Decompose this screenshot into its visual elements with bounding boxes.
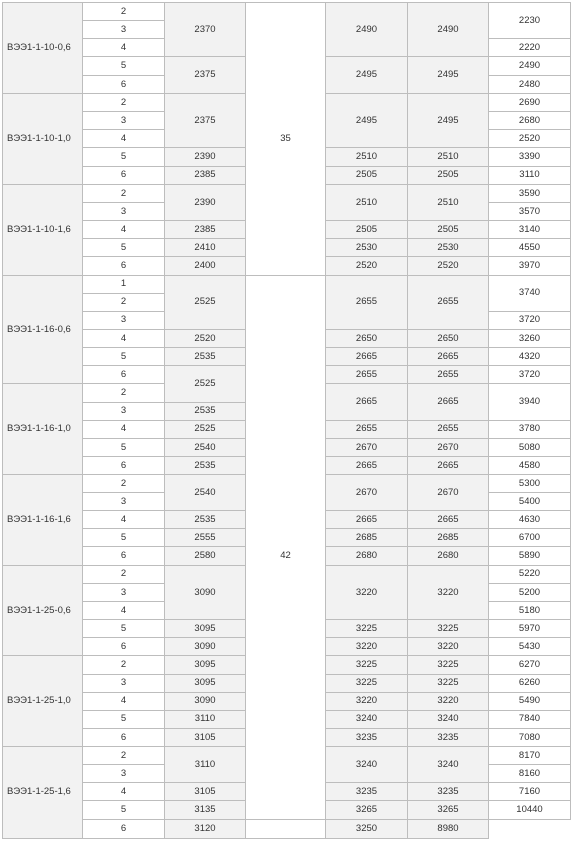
price-cell: 3720 — [489, 365, 571, 383]
stage-cell: 5 — [83, 148, 165, 166]
mass3-cell: 3225 — [408, 620, 489, 638]
price-cell: 2220 — [489, 39, 571, 57]
mass-cell: 2385 — [165, 166, 246, 184]
stage-cell: 3 — [83, 311, 165, 329]
price-cell: 3940 — [489, 384, 571, 420]
price-cell: 2230 — [489, 3, 571, 39]
stage-cell: 2 — [83, 384, 165, 402]
stage-cell: 3 — [83, 21, 165, 39]
stage-cell: 5 — [83, 438, 165, 456]
mass-cell: 2535 — [165, 402, 246, 420]
stage-cell: 6 — [83, 456, 165, 474]
stage-cell: 4 — [83, 329, 165, 347]
mass2-cell: 3225 — [326, 674, 408, 692]
stage-cell: 5 — [83, 347, 165, 365]
mass-cell: 2400 — [165, 257, 246, 275]
stage-cell: 5 — [83, 57, 165, 75]
mass-cell: 3110 — [165, 710, 246, 728]
mass3-cell: 2655 — [408, 420, 489, 438]
mass2-cell: 2665 — [326, 511, 408, 529]
price-cell: 6270 — [489, 656, 571, 674]
group-value: 35 — [280, 132, 291, 144]
group-cell — [246, 3, 326, 276]
mass2-cell: 2670 — [326, 474, 408, 510]
price-cell: 3390 — [489, 148, 571, 166]
stage-cell: 6 — [83, 638, 165, 656]
price-cell: 3740 — [489, 275, 571, 311]
mass2-cell: 2665 — [326, 456, 408, 474]
mass-cell: 2525 — [165, 365, 246, 402]
price-cell: 2520 — [489, 130, 571, 148]
mass3-cell: 2680 — [408, 547, 489, 565]
model-cell: ВЭЭ1-1-16-1,6 — [3, 474, 83, 565]
mass-cell: 3095 — [165, 674, 246, 692]
mass-cell: 3090 — [165, 692, 246, 710]
mass-cell: 3095 — [165, 620, 246, 638]
price-cell: 8170 — [489, 746, 571, 764]
stage-cell: 6 — [83, 728, 165, 746]
price-cell: 5080 — [489, 438, 571, 456]
stage-cell: 2 — [83, 656, 165, 674]
stage-cell: 4 — [83, 420, 165, 438]
price-cell: 5490 — [489, 692, 571, 710]
mass-cell: 2535 — [165, 456, 246, 474]
mass2-cell: 2670 — [326, 438, 408, 456]
mass3-cell: 2650 — [408, 329, 489, 347]
price-cell: 4580 — [489, 456, 571, 474]
mass-cell: 2410 — [165, 239, 246, 257]
stage-cell: 6 — [83, 257, 165, 275]
stage-cell: 4 — [83, 692, 165, 710]
stage-cell: 3 — [83, 493, 165, 511]
mass2-cell: 2655 — [326, 275, 408, 329]
mass3-cell: 2670 — [408, 438, 489, 456]
stage-cell: 6 — [83, 547, 165, 565]
mass-cell: 3095 — [165, 656, 246, 674]
price-cell: 5180 — [489, 601, 571, 619]
stage-cell: 3 — [83, 583, 165, 601]
mass-cell: 2375 — [165, 57, 246, 94]
mass3-cell: 2505 — [408, 221, 489, 239]
price-cell: 3570 — [489, 203, 571, 221]
mass-cell: 2390 — [165, 148, 246, 166]
mass3-cell: 2655 — [408, 365, 489, 383]
mass3-cell: 3225 — [408, 656, 489, 674]
price-cell: 2690 — [489, 93, 571, 111]
mass3-cell: 2530 — [408, 239, 489, 257]
mass-cell: 3110 — [165, 746, 246, 782]
mass2-cell: 2655 — [326, 365, 408, 383]
specification-table — [2, 2, 571, 839]
price-cell: 3110 — [489, 166, 571, 184]
stage-cell: 3 — [83, 203, 165, 221]
price-cell: 7080 — [489, 728, 571, 746]
mass3-cell: 2505 — [408, 166, 489, 184]
stage-cell: 3 — [83, 674, 165, 692]
mass2-cell: 2665 — [326, 384, 408, 420]
stage-cell: 5 — [83, 529, 165, 547]
stage-cell: 2 — [83, 474, 165, 492]
mass-cell: 2375 — [165, 93, 246, 148]
stage-cell: 5 — [83, 801, 165, 819]
price-cell: 5220 — [489, 565, 571, 583]
price-cell: 10440 — [489, 801, 571, 819]
group-value: 42 — [280, 550, 291, 561]
mass2-cell: 3240 — [326, 710, 408, 728]
mass-cell: 2525 — [165, 420, 246, 438]
table-body — [3, 3, 571, 839]
mass2-cell: 2665 — [326, 347, 408, 365]
mass2-cell: 2520 — [326, 257, 408, 275]
stage-cell: 4 — [83, 783, 165, 801]
table-row — [3, 3, 571, 21]
mass2-cell: 2505 — [326, 221, 408, 239]
mass-cell: 2535 — [165, 511, 246, 529]
price-cell: 8160 — [489, 765, 571, 783]
mass2-cell: 2505 — [326, 166, 408, 184]
price-cell: 2680 — [489, 112, 571, 130]
mass-cell: 3120 — [165, 819, 246, 838]
mass-cell: 2580 — [165, 547, 246, 565]
mass3-cell: 2665 — [408, 511, 489, 529]
mass3-cell: 2665 — [408, 347, 489, 365]
mass2-cell: 3240 — [326, 746, 408, 782]
price-cell: 5400 — [489, 493, 571, 511]
mass2-cell: 2495 — [326, 93, 408, 148]
mass3-cell: 2495 — [408, 93, 489, 148]
mass-cell: 3135 — [165, 801, 246, 819]
price-cell: 6260 — [489, 674, 571, 692]
stage-cell: 6 — [83, 166, 165, 184]
mass3-cell: 2655 — [408, 275, 489, 329]
mass3-cell: 3240 — [408, 746, 489, 782]
mass2-cell: 2685 — [326, 529, 408, 547]
mass-cell: 2525 — [165, 275, 246, 329]
model-cell: ВЭЭ1-1-10-1,0 — [3, 93, 83, 184]
mass-cell: 2370 — [165, 3, 246, 57]
group-cell — [246, 275, 326, 819]
mass-cell: 3090 — [165, 638, 246, 656]
price-cell: 4550 — [489, 239, 571, 257]
mass3-cell: 3240 — [408, 710, 489, 728]
mass3-cell: 3235 — [408, 783, 489, 801]
price-cell: 5200 — [489, 583, 571, 601]
mass2-cell: 3235 — [326, 783, 408, 801]
mass-cell: 2535 — [165, 347, 246, 365]
price-cell: 6700 — [489, 529, 571, 547]
model-cell: ВЭЭ1-1-25-0,6 — [3, 565, 83, 656]
price-cell: 5890 — [489, 547, 571, 565]
stage-cell: 6 — [83, 819, 165, 838]
stage-cell: 2 — [83, 746, 165, 764]
price-cell: 3590 — [489, 184, 571, 202]
stage-cell: 3 — [83, 402, 165, 420]
stage-cell: 2 — [83, 3, 165, 21]
price-cell: 3970 — [489, 257, 571, 275]
stage-cell: 2 — [83, 293, 165, 311]
mass-cell: 3105 — [165, 728, 246, 746]
model-cell: ВЭЭ1-1-10-0,6 — [3, 3, 83, 94]
mass2-cell: 3220 — [326, 638, 408, 656]
price-cell: 4630 — [489, 511, 571, 529]
stage-cell: 2 — [83, 184, 165, 202]
price-cell: 7840 — [489, 710, 571, 728]
price-cell: 3260 — [489, 329, 571, 347]
mass3-cell: 2510 — [408, 148, 489, 166]
mass2-cell: 2530 — [326, 239, 408, 257]
mass-cell: 2555 — [165, 529, 246, 547]
mass3-cell: 3220 — [408, 565, 489, 619]
stage-cell: 5 — [83, 239, 165, 257]
mass-cell: 2540 — [165, 438, 246, 456]
price-cell: 3780 — [489, 420, 571, 438]
mass2-cell: 2490 — [326, 3, 408, 57]
price-cell: 2480 — [489, 75, 571, 93]
mass-cell: 3105 — [165, 783, 246, 801]
mass2-cell: 3220 — [326, 565, 408, 619]
mass3-cell: 2510 — [408, 184, 489, 221]
stage-cell: 2 — [83, 93, 165, 111]
mass3-cell: 2670 — [408, 474, 489, 510]
mass3-cell: 2685 — [408, 529, 489, 547]
mass3-cell: 3225 — [408, 674, 489, 692]
stage-cell: 3 — [83, 765, 165, 783]
price-cell: 5300 — [489, 474, 571, 492]
mass3-cell: 3220 — [408, 692, 489, 710]
mass2-cell: 3235 — [326, 728, 408, 746]
mass2-cell: 2680 — [326, 547, 408, 565]
mass-cell: 3090 — [165, 565, 246, 619]
mass2-cell: 2510 — [326, 148, 408, 166]
mass2-cell: 3220 — [326, 692, 408, 710]
price-cell: 2490 — [489, 57, 571, 75]
price-cell: 3720 — [489, 311, 571, 329]
price-cell: 5430 — [489, 638, 571, 656]
model-cell: ВЭЭ1-1-16-0,6 — [3, 275, 83, 384]
mass3-cell: 2665 — [408, 456, 489, 474]
stage-cell: 6 — [83, 75, 165, 93]
mass-cell: 2390 — [165, 184, 246, 221]
mass2-cell: 2495 — [326, 57, 408, 94]
price-cell: 3140 — [489, 221, 571, 239]
mass3-cell: 8980 — [408, 819, 489, 838]
table-row — [3, 275, 571, 293]
stage-cell: 4 — [83, 221, 165, 239]
mass3-cell: 2665 — [408, 384, 489, 420]
mass2-cell: 3225 — [326, 656, 408, 674]
stage-cell: 6 — [83, 365, 165, 383]
mass2-cell: 3225 — [326, 620, 408, 638]
mass-cell: 2540 — [165, 474, 246, 510]
model-cell: ВЭЭ1-1-16-1,0 — [3, 384, 83, 475]
mass2-cell: 2650 — [326, 329, 408, 347]
price-cell: 7160 — [489, 783, 571, 801]
mass3-cell: 2520 — [408, 257, 489, 275]
mass3-cell: 3220 — [408, 638, 489, 656]
stage-cell: 4 — [83, 601, 165, 619]
mass3-cell: 3265 — [408, 801, 489, 819]
stage-cell: 4 — [83, 511, 165, 529]
mass2-cell: 2655 — [326, 420, 408, 438]
mass3-cell: 2495 — [408, 57, 489, 94]
price-cell: 4320 — [489, 347, 571, 365]
model-cell: ВЭЭ1-1-10-1,6 — [3, 184, 83, 275]
stage-cell: 4 — [83, 130, 165, 148]
model-cell: ВЭЭ1-1-25-1,0 — [3, 656, 83, 747]
model-cell: ВЭЭ1-1-25-1,6 — [3, 746, 83, 838]
mass2-cell: 3250 — [326, 819, 408, 838]
mass-cell: 2385 — [165, 221, 246, 239]
mass3-cell: 2490 — [408, 3, 489, 57]
stage-cell: 2 — [83, 565, 165, 583]
mass3-cell: 3235 — [408, 728, 489, 746]
price-cell: 5970 — [489, 620, 571, 638]
group-cell — [246, 819, 326, 838]
stage-cell: 5 — [83, 710, 165, 728]
mass2-cell: 2510 — [326, 184, 408, 221]
stage-cell: 3 — [83, 112, 165, 130]
stage-cell: 5 — [83, 620, 165, 638]
stage-cell: 4 — [83, 39, 165, 57]
mass-cell: 2520 — [165, 329, 246, 347]
table-row — [3, 819, 571, 838]
stage-cell: 1 — [83, 275, 165, 293]
mass2-cell: 3265 — [326, 801, 408, 819]
